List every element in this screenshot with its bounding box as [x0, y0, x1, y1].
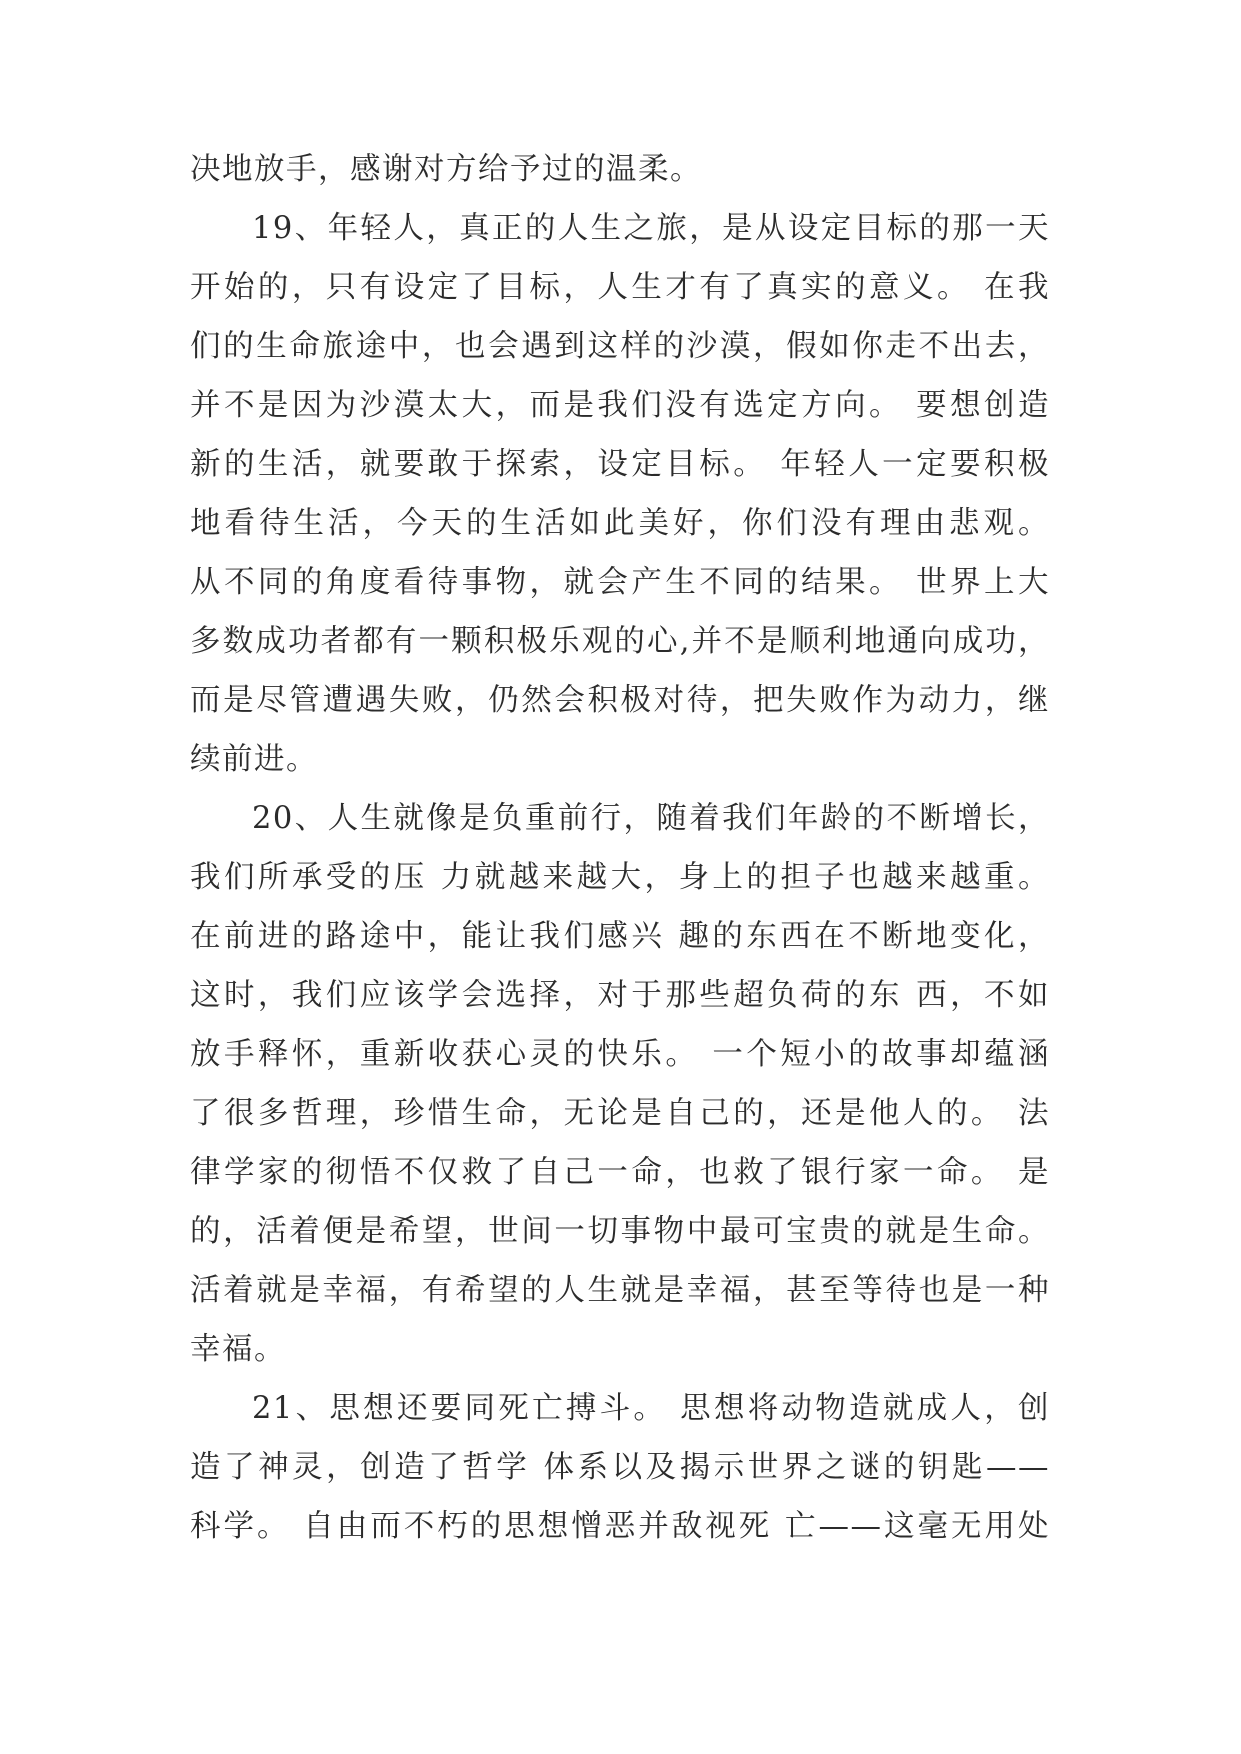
- text-line: 并不是因为沙漠太大，而是我们没有选定方向。 要想创造: [190, 388, 1050, 423]
- text-line: 了很多哲理，珍惜生命，无论是自己的，还是他人的。 法: [190, 1096, 1050, 1131]
- paragraph-20-first-line: 20、人生就像是负重前行，随着我们年龄的不断增长，: [252, 801, 1050, 836]
- text-line: 活着就是幸福，有希望的人生就是幸福，甚至等待也是一种: [190, 1273, 1050, 1308]
- paragraph-21-first-line: 21、思想还要同死亡搏斗。 思想将动物造就成人，创: [252, 1391, 1050, 1426]
- text-line: 们的生命旅途中，也会遇到这样的沙漠，假如你走不出去，: [190, 329, 1050, 364]
- text-line: 决地放手，感谢对方给予过的温柔。: [190, 152, 702, 187]
- text-line: 在前进的路途中，能让我们感兴 趣的东西在不断地变化，: [190, 919, 1050, 954]
- text-line: 这时，我们应该学会选择，对于那些超负荷的东 西，不如: [190, 978, 1050, 1013]
- paragraph-19-first-line: 19、年轻人，真正的人生之旅，是从设定目标的那一天: [252, 211, 1050, 246]
- text-line: 多数成功者都有一颗积极乐观的心,并不是顺利地通向成功，: [190, 624, 1050, 659]
- text-line: 我们所承受的压 力就越来越大，身上的担子也越来越重。: [190, 860, 1050, 895]
- text-line: 而是尽管遭遇失败，仍然会积极对待，把失败作为动力，继: [190, 683, 1050, 718]
- text-line: 律学家的彻悟不仅救了自己一命，也救了银行家一命。 是: [190, 1155, 1050, 1190]
- text-line: 从不同的角度看待事物，就会产生不同的结果。 世界上大: [190, 565, 1050, 600]
- text-line: 放手释怀，重新收获心灵的快乐。 一个短小的故事却蕴涵: [190, 1037, 1050, 1072]
- text-line: 续前进。: [190, 742, 318, 777]
- text-line: 科学。 自由而不朽的思想憎恶并敌视死 亡——这毫无用处: [190, 1509, 1050, 1544]
- text-line: 地看待生活，今天的生活如此美好，你们没有理由悲观。: [190, 506, 1050, 541]
- document-body: [190, 140, 1050, 1556]
- text-line: 开始的，只有设定了目标，人生才有了真实的意义。 在我: [190, 270, 1050, 305]
- text-line: 幸福。: [190, 1332, 286, 1367]
- text-line: 新的生活，就要敢于探索，设定目标。 年轻人一定要积极: [190, 447, 1050, 482]
- text-line: 的，活着便是希望，世间一切事物中最可宝贵的就是生命。: [190, 1214, 1050, 1249]
- text-line: 造了神灵，创造了哲学 体系以及揭示世界之谜的钥匙——: [190, 1450, 1050, 1485]
